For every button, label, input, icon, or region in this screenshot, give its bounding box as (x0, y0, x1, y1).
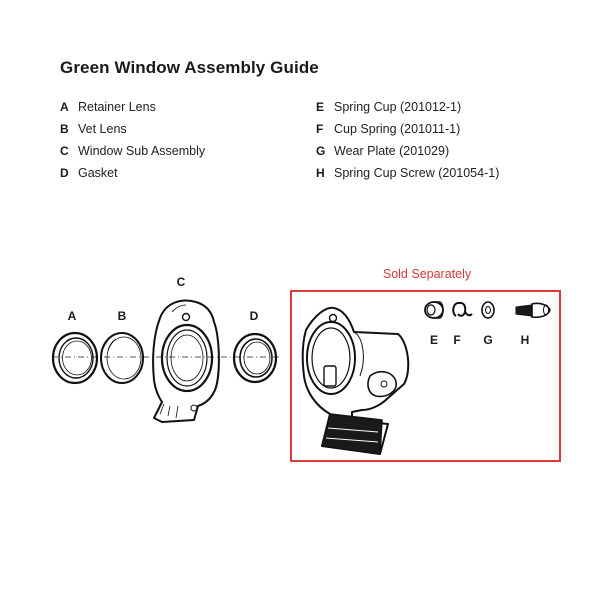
page-title: Green Window Assembly Guide (60, 58, 319, 77)
retainer-lens-part (53, 333, 97, 383)
part-label-c: C (176, 275, 186, 289)
part-label-a: A (67, 309, 77, 323)
legend-letter: D (60, 166, 69, 180)
legend-letter: A (60, 100, 69, 114)
part-label-g: G (483, 333, 493, 347)
legend-text: Spring Cup Screw (201054-1) (334, 166, 500, 180)
legend-letter: G (316, 144, 326, 158)
legend-letter: F (316, 122, 324, 136)
gasket-part (234, 334, 276, 382)
sold-separately-label: Sold Separately (382, 267, 472, 281)
legend-letter: E (316, 100, 325, 114)
legend-text: Retainer Lens (78, 100, 156, 114)
legend-text: Vet Lens (78, 122, 127, 136)
spring-cup-screw-part (516, 303, 550, 317)
legend-letter: C (60, 144, 69, 158)
legend-text: Gasket (78, 166, 118, 180)
legend-text: Window Sub Assembly (78, 144, 206, 158)
spring-cup-housing-part (303, 308, 409, 454)
legend-letter: H (316, 166, 325, 180)
part-label-f: F (453, 333, 461, 347)
legend-letter: B (60, 122, 69, 136)
part-label-e: E (429, 333, 438, 347)
part-label-b: B (117, 309, 127, 323)
spring-cup-part (425, 302, 443, 318)
legend-text: Cup Spring (201011-1) (334, 122, 461, 136)
window-sub-assembly-part (153, 301, 219, 422)
part-label-d: D (249, 309, 259, 323)
legend-text: Wear Plate (201029) (334, 144, 450, 158)
wear-plate-part (482, 302, 494, 318)
vet-lens-part (101, 333, 143, 383)
legend-text: Spring Cup (201012-1) (334, 100, 462, 114)
part-label-h: H (520, 333, 530, 347)
cup-spring-part (453, 303, 472, 316)
